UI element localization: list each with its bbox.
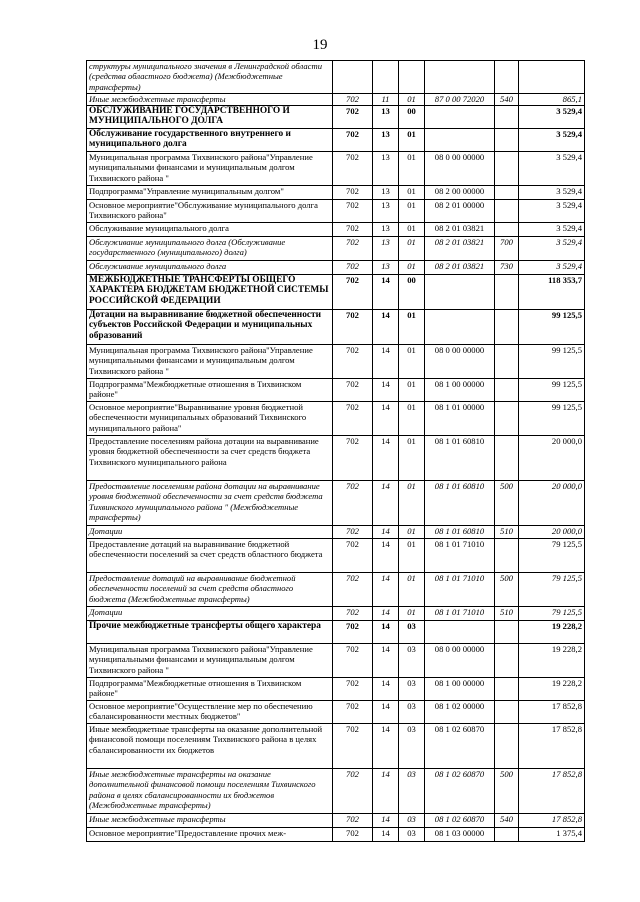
row-subsection-code: 03	[399, 814, 425, 828]
row-ved-code: 702	[333, 573, 373, 607]
row-amount: 20 000,0	[519, 481, 585, 526]
row-ved-code: 702	[333, 275, 373, 310]
table-row	[87, 814, 585, 828]
row-expense-type: 500	[495, 481, 519, 526]
table-row	[87, 61, 585, 94]
row-target-article: 08 1 01 71010	[425, 607, 495, 621]
row-ved-code: 702	[333, 310, 373, 345]
row-expense-type	[495, 152, 519, 186]
row-expense-type	[495, 678, 519, 701]
row-section-code: 14	[373, 436, 399, 481]
row-ved-code: 702	[333, 526, 373, 539]
row-name: Подпрограмма"Управление муниципальным долгом"	[87, 186, 333, 200]
table-row	[87, 436, 585, 481]
row-name: Предоставление поселениям района дотации на выравнивание уровня бюджетной обеспеченности за счет средств бюджета Тихвинского муниципального района " (Межбюджетные трансферты)	[87, 481, 333, 526]
row-target-article	[425, 310, 495, 345]
row-subsection-code: 01	[399, 573, 425, 607]
table-row	[87, 152, 585, 186]
table-row	[87, 310, 585, 345]
row-subsection-code: 01	[399, 310, 425, 345]
row-name: Иные межбюджетные трансферты	[87, 814, 333, 828]
row-subsection-code: 01	[399, 345, 425, 379]
row-subsection-code: 01	[399, 152, 425, 186]
row-expense-type: 510	[495, 526, 519, 539]
table-row	[87, 186, 585, 200]
row-amount: 3 529,4	[519, 106, 585, 129]
row-name: Основное мероприятие"Выравнивание уровня бюджетной обеспеченности муниципальных образований Тихвинского муниципального района"	[87, 402, 333, 436]
table-row	[87, 828, 585, 842]
table-row	[87, 573, 585, 607]
row-subsection-code: 01	[399, 436, 425, 481]
row-expense-type	[495, 223, 519, 237]
row-expense-type	[495, 186, 519, 200]
row-ved-code: 702	[333, 828, 373, 842]
table-row	[87, 607, 585, 621]
row-section-code: 14	[373, 769, 399, 814]
row-name: Предоставление поселениям района дотации на выравнивание уровня бюджетной обеспеченности за счет средств бюджета Тихвинского муниципального района	[87, 436, 333, 481]
row-target-article: 08 1 00 00000	[425, 678, 495, 701]
row-section-code: 14	[373, 607, 399, 621]
row-ved-code: 702	[333, 223, 373, 237]
row-name: Обслуживание муниципального долга	[87, 223, 333, 237]
budget-table	[86, 60, 585, 842]
row-name: Обслуживание государственного внутреннего и муниципального долга	[87, 129, 333, 152]
row-section-code: 13	[373, 106, 399, 129]
row-target-article: 08 1 01 60810	[425, 526, 495, 539]
row-amount: 79 125,5	[519, 573, 585, 607]
table-row	[87, 481, 585, 526]
row-amount: 118 353,7	[519, 275, 585, 310]
row-subsection-code: 01	[399, 94, 425, 106]
row-subsection-code: 01	[399, 261, 425, 275]
row-amount: 3 529,4	[519, 152, 585, 186]
row-ved-code: 702	[333, 345, 373, 379]
row-amount: 17 852,8	[519, 701, 585, 724]
row-subsection-code: 01	[399, 186, 425, 200]
row-subsection-code: 01	[399, 223, 425, 237]
row-section-code: 14	[373, 724, 399, 769]
row-expense-type	[495, 275, 519, 310]
row-name: Иные межбюджетные трансферты	[87, 94, 333, 106]
row-name: ОБСЛУЖИВАНИЕ ГОСУДАРСТВЕННОГО И МУНИЦИПАЛЬНОГО ДОЛГА	[87, 106, 333, 129]
row-subsection-code: 03	[399, 701, 425, 724]
table-row	[87, 539, 585, 573]
row-amount: 20 000,0	[519, 436, 585, 481]
row-target-article: 08 1 02 00000	[425, 701, 495, 724]
row-name: Обслуживание муниципального долга	[87, 261, 333, 275]
row-section-code: 14	[373, 573, 399, 607]
row-subsection-code: 00	[399, 275, 425, 310]
row-subsection-code: 03	[399, 621, 425, 644]
row-expense-type	[495, 621, 519, 644]
row-subsection-code: 01	[399, 526, 425, 539]
row-expense-type: 500	[495, 769, 519, 814]
table-row	[87, 200, 585, 223]
row-expense-type	[495, 539, 519, 573]
row-ved-code: 702	[333, 152, 373, 186]
table-row	[87, 402, 585, 436]
row-expense-type: 540	[495, 814, 519, 828]
row-target-article: 08 2 01 03821	[425, 237, 495, 261]
row-ved-code: 702	[333, 402, 373, 436]
row-amount: 19 228,2	[519, 621, 585, 644]
row-name: Иные межбюджетные трансферты на оказание дополнительной финансовой помощи поселениям Тихвинского района в целях сбалансированности их бюджетов	[87, 724, 333, 769]
row-amount: 3 529,4	[519, 223, 585, 237]
table-row	[87, 261, 585, 275]
table-row	[87, 724, 585, 769]
row-target-article: 08 1 01 71010	[425, 573, 495, 607]
row-name: структуры муниципального значения в Ленинградской области (средства областного бюджета) (Межбюджетные трансферты)	[87, 61, 333, 94]
row-expense-type: 500	[495, 573, 519, 607]
row-amount: 99 125,5	[519, 310, 585, 345]
row-amount: 3 529,4	[519, 237, 585, 261]
row-target-article	[425, 275, 495, 310]
row-target-article	[425, 621, 495, 644]
row-subsection-code	[399, 61, 425, 94]
row-ved-code	[333, 61, 373, 94]
row-target-article	[425, 129, 495, 152]
row-section-code: 14	[373, 310, 399, 345]
row-subsection-code: 01	[399, 379, 425, 402]
row-ved-code: 702	[333, 379, 373, 402]
row-section-code	[373, 61, 399, 94]
table-row	[87, 129, 585, 152]
table-row	[87, 237, 585, 261]
row-ved-code: 702	[333, 621, 373, 644]
table-row	[87, 223, 585, 237]
row-ved-code: 702	[333, 129, 373, 152]
row-section-code: 14	[373, 814, 399, 828]
row-expense-type	[495, 402, 519, 436]
table-row	[87, 94, 585, 106]
row-name: Муниципальная программа Тихвинского района"Управление муниципальными финансами и муниципальным долгом Тихвинского района "	[87, 152, 333, 186]
row-section-code: 14	[373, 379, 399, 402]
row-ved-code: 702	[333, 481, 373, 526]
table-row	[87, 106, 585, 129]
row-expense-type	[495, 436, 519, 481]
row-section-code: 13	[373, 237, 399, 261]
row-subsection-code: 03	[399, 678, 425, 701]
row-target-article: 08 0 00 00000	[425, 644, 495, 678]
row-name: Иные межбюджетные трансферты на оказание дополнительной финансовой помощи поселениям Тихвинского района в целях сбалансированности их бюджетов (Межбюджетные трансферты)	[87, 769, 333, 814]
row-section-code: 13	[373, 129, 399, 152]
row-name: Основное мероприятие"Предоставление прочих меж-	[87, 828, 333, 842]
row-expense-type	[495, 724, 519, 769]
row-subsection-code: 03	[399, 769, 425, 814]
row-section-code: 14	[373, 481, 399, 526]
row-name: Подпрограмма"Межбюджетные отношения в Тихвинском районе"	[87, 678, 333, 701]
row-section-code: 14	[373, 678, 399, 701]
row-target-article: 08 1 02 60870	[425, 814, 495, 828]
row-ved-code: 702	[333, 701, 373, 724]
row-subsection-code: 01	[399, 481, 425, 526]
row-section-code: 13	[373, 200, 399, 223]
row-section-code: 13	[373, 261, 399, 275]
row-section-code: 14	[373, 828, 399, 842]
row-amount: 3 529,4	[519, 129, 585, 152]
row-ved-code: 702	[333, 678, 373, 701]
row-section-code: 14	[373, 275, 399, 310]
row-ved-code: 702	[333, 814, 373, 828]
row-expense-type	[495, 345, 519, 379]
row-subsection-code: 03	[399, 724, 425, 769]
row-ved-code: 702	[333, 186, 373, 200]
row-amount: 99 125,5	[519, 379, 585, 402]
row-expense-type	[495, 61, 519, 94]
row-subsection-code: 01	[399, 607, 425, 621]
row-subsection-code: 01	[399, 237, 425, 261]
row-target-article: 08 1 03 00000	[425, 828, 495, 842]
row-amount: 17 852,8	[519, 769, 585, 814]
page-number: 19	[312, 37, 328, 53]
row-expense-type	[495, 828, 519, 842]
row-ved-code: 702	[333, 200, 373, 223]
row-expense-type	[495, 106, 519, 129]
row-section-code: 14	[373, 621, 399, 644]
row-name: Основное мероприятие"Осуществление мер по обеспечению сбалансированности местных бюджетов"	[87, 701, 333, 724]
row-expense-type: 540	[495, 94, 519, 106]
table-row	[87, 526, 585, 539]
row-target-article: 08 2 01 00000	[425, 200, 495, 223]
row-subsection-code: 01	[399, 402, 425, 436]
row-target-article: 08 1 01 60810	[425, 481, 495, 526]
row-target-article: 08 1 00 00000	[425, 379, 495, 402]
row-amount: 3 529,4	[519, 200, 585, 223]
row-amount: 20 000,0	[519, 526, 585, 539]
row-subsection-code: 01	[399, 200, 425, 223]
row-name: Прочие межбюджетные трансферты общего характера	[87, 621, 333, 644]
row-target-article: 08 1 01 71010	[425, 539, 495, 573]
row-expense-type	[495, 129, 519, 152]
row-ved-code: 702	[333, 769, 373, 814]
row-name: Дотации	[87, 607, 333, 621]
row-name: Муниципальная программа Тихвинского района"Управление муниципальными финансами и муниципальным долгом Тихвинского района "	[87, 644, 333, 678]
row-target-article: 08 1 02 60870	[425, 724, 495, 769]
row-subsection-code: 01	[399, 129, 425, 152]
row-name: Дотации	[87, 526, 333, 539]
row-amount: 3 529,4	[519, 261, 585, 275]
row-ved-code: 702	[333, 237, 373, 261]
row-expense-type: 510	[495, 607, 519, 621]
row-amount: 79 125,5	[519, 607, 585, 621]
row-target-article: 08 1 01 00000	[425, 402, 495, 436]
row-expense-type	[495, 644, 519, 678]
row-ved-code: 702	[333, 539, 373, 573]
row-name: Предоставление дотаций на выравнивание бюджетной обеспеченности поселений за счет средств областного бюджета (Межбюджетные трансферты)	[87, 573, 333, 607]
table-row	[87, 275, 585, 310]
row-amount	[519, 61, 585, 94]
row-section-code: 14	[373, 701, 399, 724]
row-amount: 79 125,5	[519, 539, 585, 573]
row-name: Предоставление дотаций на выравнивание бюджетной обеспеченности поселений за счет средств областного бюджета	[87, 539, 333, 573]
row-amount: 99 125,5	[519, 345, 585, 379]
row-target-article: 08 2 01 03821	[425, 223, 495, 237]
row-section-code: 13	[373, 223, 399, 237]
row-section-code: 13	[373, 186, 399, 200]
row-section-code: 14	[373, 644, 399, 678]
row-name: Муниципальная программа Тихвинского района"Управление муниципальными финансами и муниципальным долгом Тихвинского района "	[87, 345, 333, 379]
row-target-article: 08 1 02 60870	[425, 769, 495, 814]
row-target-article: 08 0 00 00000	[425, 345, 495, 379]
row-name: МЕЖБЮДЖЕТНЫЕ ТРАНСФЕРТЫ ОБЩЕГО ХАРАКТЕРА БЮДЖЕТАМ БЮДЖЕТНОЙ СИСТЕМЫ РОССИЙСКОЙ ФЕДЕРАЦИИ	[87, 275, 333, 310]
table-row	[87, 644, 585, 678]
row-amount: 99 125,5	[519, 402, 585, 436]
row-name: Обслуживание муниципального долга (Обслуживание государственного (муниципального) долга)	[87, 237, 333, 261]
row-amount: 17 852,8	[519, 724, 585, 769]
row-ved-code: 702	[333, 724, 373, 769]
row-expense-type: 730	[495, 261, 519, 275]
row-ved-code: 702	[333, 261, 373, 275]
row-ved-code: 702	[333, 644, 373, 678]
row-amount: 19 228,2	[519, 644, 585, 678]
row-subsection-code: 03	[399, 644, 425, 678]
table-row	[87, 678, 585, 701]
row-subsection-code: 01	[399, 539, 425, 573]
row-amount: 3 529,4	[519, 186, 585, 200]
row-ved-code: 702	[333, 106, 373, 129]
row-ved-code: 702	[333, 94, 373, 106]
row-subsection-code: 03	[399, 828, 425, 842]
row-ved-code: 702	[333, 436, 373, 481]
row-target-article	[425, 106, 495, 129]
row-amount: 1 375,4	[519, 828, 585, 842]
row-section-code: 13	[373, 152, 399, 186]
row-expense-type	[495, 701, 519, 724]
row-amount: 19 228,2	[519, 678, 585, 701]
row-name: Основное мероприятие"Обслуживание муниципального долга Тихвинского района"	[87, 200, 333, 223]
row-section-code: 14	[373, 345, 399, 379]
row-expense-type: 700	[495, 237, 519, 261]
table-row	[87, 769, 585, 814]
row-subsection-code: 00	[399, 106, 425, 129]
table-row	[87, 701, 585, 724]
row-target-article: 08 1 01 60810	[425, 436, 495, 481]
row-expense-type	[495, 200, 519, 223]
table-row	[87, 345, 585, 379]
row-target-article: 08 0 00 00000	[425, 152, 495, 186]
row-name: Дотации на выравнивание бюджетной обеспеченности субъектов Российской Федерации и муниципальных образований	[87, 310, 333, 345]
table-row	[87, 379, 585, 402]
row-section-code: 14	[373, 539, 399, 573]
row-section-code: 14	[373, 402, 399, 436]
row-target-article: 87 0 00 72020	[425, 94, 495, 106]
row-name: Подпрограмма"Межбюджетные отношения в Тихвинском районе"	[87, 379, 333, 402]
row-target-article	[425, 61, 495, 94]
row-amount: 865,1	[519, 94, 585, 106]
row-amount: 17 852,8	[519, 814, 585, 828]
row-expense-type	[495, 310, 519, 345]
row-target-article: 08 2 00 00000	[425, 186, 495, 200]
row-section-code: 11	[373, 94, 399, 106]
row-section-code: 14	[373, 526, 399, 539]
row-ved-code: 702	[333, 607, 373, 621]
row-expense-type	[495, 379, 519, 402]
row-target-article: 08 2 01 03821	[425, 261, 495, 275]
table-row	[87, 621, 585, 644]
